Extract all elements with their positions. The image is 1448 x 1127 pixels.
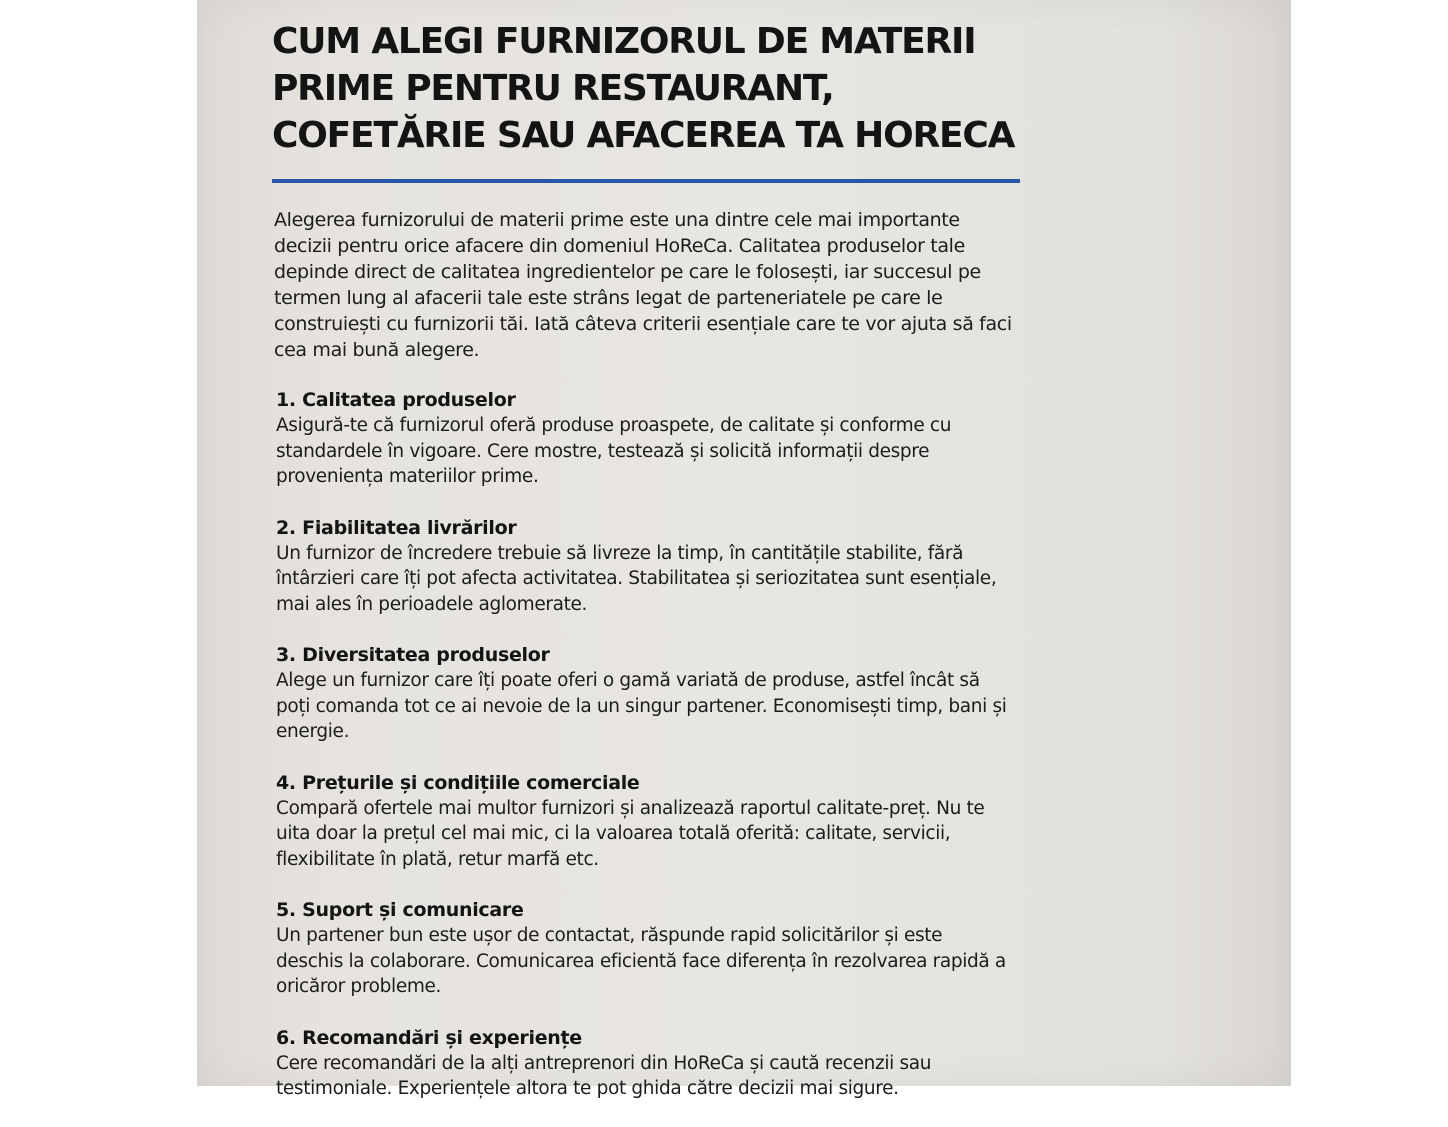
criterion-recommendations (276, 1025, 1011, 1102)
criterion-diversity (276, 642, 1011, 745)
criterion-title: 4. Prețurile și condițiile comerciale (276, 771, 640, 794)
criterion-delivery (276, 515, 1011, 618)
criterion-body: Un furnizor de încredere trebuie să livreze la timp, în cantitățile stabilite, fără întârzieri care îți pot afecta activitatea. Stabilitatea și seriozitatea sunt esențiale, mai ales în perioadele aglomerate. (276, 542, 997, 615)
criterion-title: 2. Fiabilitatea livrărilor (276, 516, 517, 539)
criterion-title: 5. Suport și comunicare (276, 899, 524, 921)
criterion-prices (276, 770, 1011, 873)
criterion-body: Asigură-te că furnizorul oferă produse proaspete, de calitate și conforme cu standardele în vigoare. Cere mostre, testează și solicită informații despre proveniența materiilor prime. (276, 415, 952, 487)
criteria-list (276, 387, 1011, 1102)
criterion-title: 3. Diversitatea produselor (276, 644, 550, 666)
title-divider (272, 179, 1020, 183)
criterion-body: Cere recomandări de la alți antreprenori din HoReCa și caută recenzii sau testimoniale. Experiențele altora te pot ghida către decizii mai sigure. (276, 1052, 932, 1099)
intro-paragraph: Alegerea furnizorului de materii prime este una dintre cele mai importante decizii pentru orice afacere din domeniul HoReCa. Calitatea produselor tale depinde direct de calitatea ingredientelor pe care le folosești, iar succesul pe termen lung al afacerii tale este strâns legat de parteneriatele pe care le construiești cu furnizorii tăi. Iată câteva criterii esențiale care te vor ajuta să faci cea mai bună alegere. (274, 209, 1012, 361)
criterion-body: Alege un furnizor care îți poate oferi o gamă variată de produse, astfel încât să poți comanda tot ce ai nevoie de la un singur partener. Economisești timp, bani și energie. (276, 670, 1007, 742)
criterion-support (276, 897, 1011, 1000)
criterion-title: 6. Recomandări și experiențe (276, 1026, 582, 1049)
document-content (272, 18, 1032, 1127)
criterion-quality (276, 387, 1011, 490)
criterion-body: Compară ofertele mai multor furnizori și analizează raportul calitate-preț. Nu te uita doar la prețul cel mai mic, ci la valoarea totală oferită: calitate, servicii, flexibilitate în plată, retur marfă etc. (276, 797, 985, 870)
document-title: CUM ALEGI FURNIZORUL DE MATERII PRIME PENTRU RESTAURANT, COFETĂRIE SAU AFACEREA TA HORECA (272, 21, 1015, 156)
criterion-title: 1. Calitatea produselor (276, 389, 516, 411)
criterion-body: Un partener bun este ușor de contactat, răspunde rapid solicitărilor și este deschis la colaborare. Comunicarea eficientă face diferența în rezolvarea rapidă a oricăror probleme. (276, 925, 1006, 997)
